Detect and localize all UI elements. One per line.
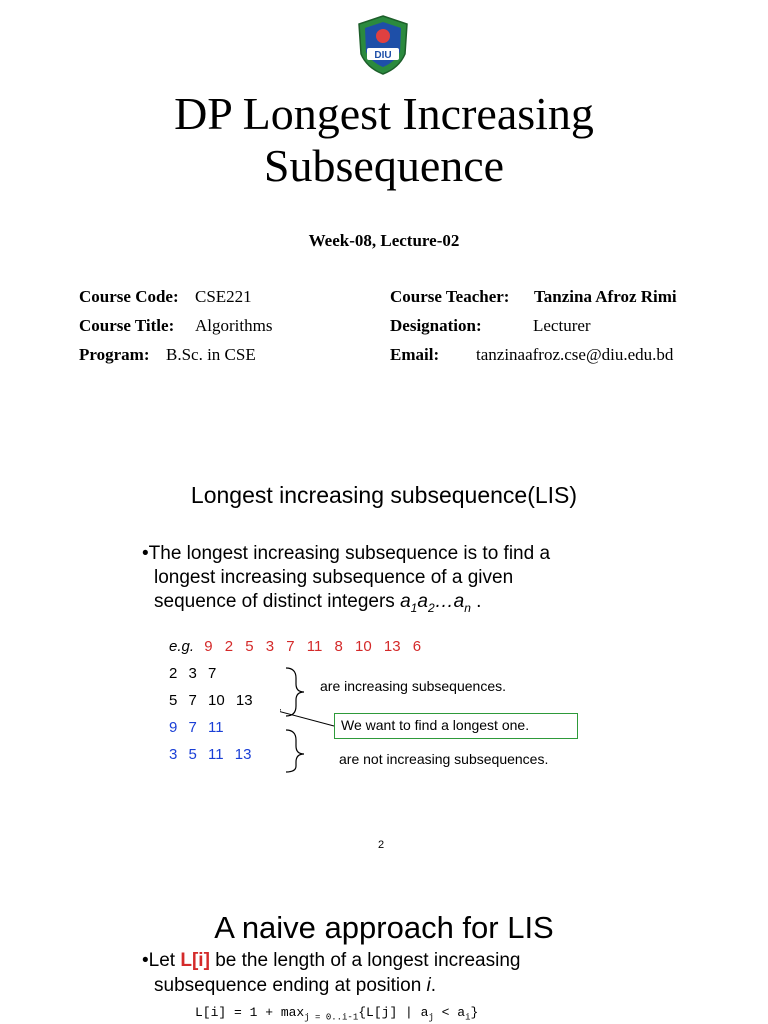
title-line-1: DP Longest Increasing xyxy=(174,88,594,139)
not-increasing-row-1: 9 7 11 xyxy=(169,719,224,736)
title-line-2: Subsequence xyxy=(263,140,505,191)
bullet-line-2: longest increasing subsequence of a given xyxy=(154,567,514,588)
course-code-value: CSE221 xyxy=(195,287,252,306)
email-value[interactable]: tanzinaafroz.cse@diu.edu.bd xyxy=(476,345,674,364)
not-increasing-row-2: 3 5 11 13 xyxy=(169,746,252,763)
increasing-label: are increasing subsequences. xyxy=(320,678,507,694)
teacher-value: Tanzina Afroz Rimi xyxy=(534,287,677,306)
seq-period: . xyxy=(476,591,482,612)
pointer-arrow-icon xyxy=(280,710,334,726)
increasing-row-2: 5 7 10 13 xyxy=(169,692,253,709)
callout-text: We want to find a longest one. xyxy=(341,717,530,733)
eg-value: 2 xyxy=(224,638,234,655)
teacher-label: Course Teacher: xyxy=(390,287,510,306)
right-brace-icon xyxy=(286,668,304,716)
s3-bullet-line-2: subsequence ending at position i. xyxy=(154,975,437,996)
program-value: B.Sc. in CSE xyxy=(166,345,256,364)
course-title-value: Algorithms xyxy=(195,316,273,335)
email-label: Email: xyxy=(390,345,440,364)
bullet-text-1: The longest increasing subsequence is to find a xyxy=(148,543,551,564)
bullet-line-3 xyxy=(154,591,481,615)
right-brace-icon xyxy=(286,730,304,772)
week-lecture: Week-08, Lecture-02 xyxy=(308,231,460,250)
designation-label: Designation: xyxy=(390,316,482,335)
lis-formula: $L[i] = 1 + \max_{j = 0..i-1}\{L[j]$ | $a_j < a_i$} xyxy=(195,1005,479,1023)
eg-value: 5 xyxy=(245,638,254,655)
logo-text: DIU xyxy=(374,50,392,61)
eg-value: 13 xyxy=(383,638,401,655)
page-number: 2 xyxy=(378,839,385,851)
example-row xyxy=(169,638,421,655)
slide2-title: Longest increasing subsequence(LIS) xyxy=(190,482,578,508)
eg-label: e.g. xyxy=(169,638,195,655)
bullet-dot: • xyxy=(142,950,149,971)
eg-value: 11 xyxy=(306,638,323,655)
program-label: Program: xyxy=(79,345,150,364)
not-increasing-label: are not increasing subsequences. xyxy=(339,751,549,767)
eg-value: 3 xyxy=(265,638,275,655)
bullet-text-3: sequence of distinct integers xyxy=(154,591,395,612)
s3-bullet-line-1: •Let L[i] be the length of a longest increasing xyxy=(142,950,521,971)
eg-value: 9 xyxy=(204,638,213,655)
eg-value: 7 xyxy=(286,638,295,655)
bullet-line-1 xyxy=(142,543,550,565)
slide3-title: A naive approach for LIS xyxy=(214,910,554,945)
course-code-label: Course Code: xyxy=(79,287,179,306)
bullet-dot: • xyxy=(142,543,149,564)
eg-value: 8 xyxy=(334,638,343,655)
increasing-row-1: 2 3 7 xyxy=(169,665,217,682)
eg-value: 6 xyxy=(412,638,422,655)
designation-value: Lecturer xyxy=(533,316,591,335)
eg-value: 10 xyxy=(355,638,372,655)
li-term: L[i] xyxy=(180,950,210,971)
page-title xyxy=(0,88,768,192)
course-title-label: Course Title: xyxy=(79,316,175,335)
seq-notation: $a_1a_2\dots a_n$ xyxy=(400,591,471,615)
diu-logo xyxy=(355,14,411,76)
